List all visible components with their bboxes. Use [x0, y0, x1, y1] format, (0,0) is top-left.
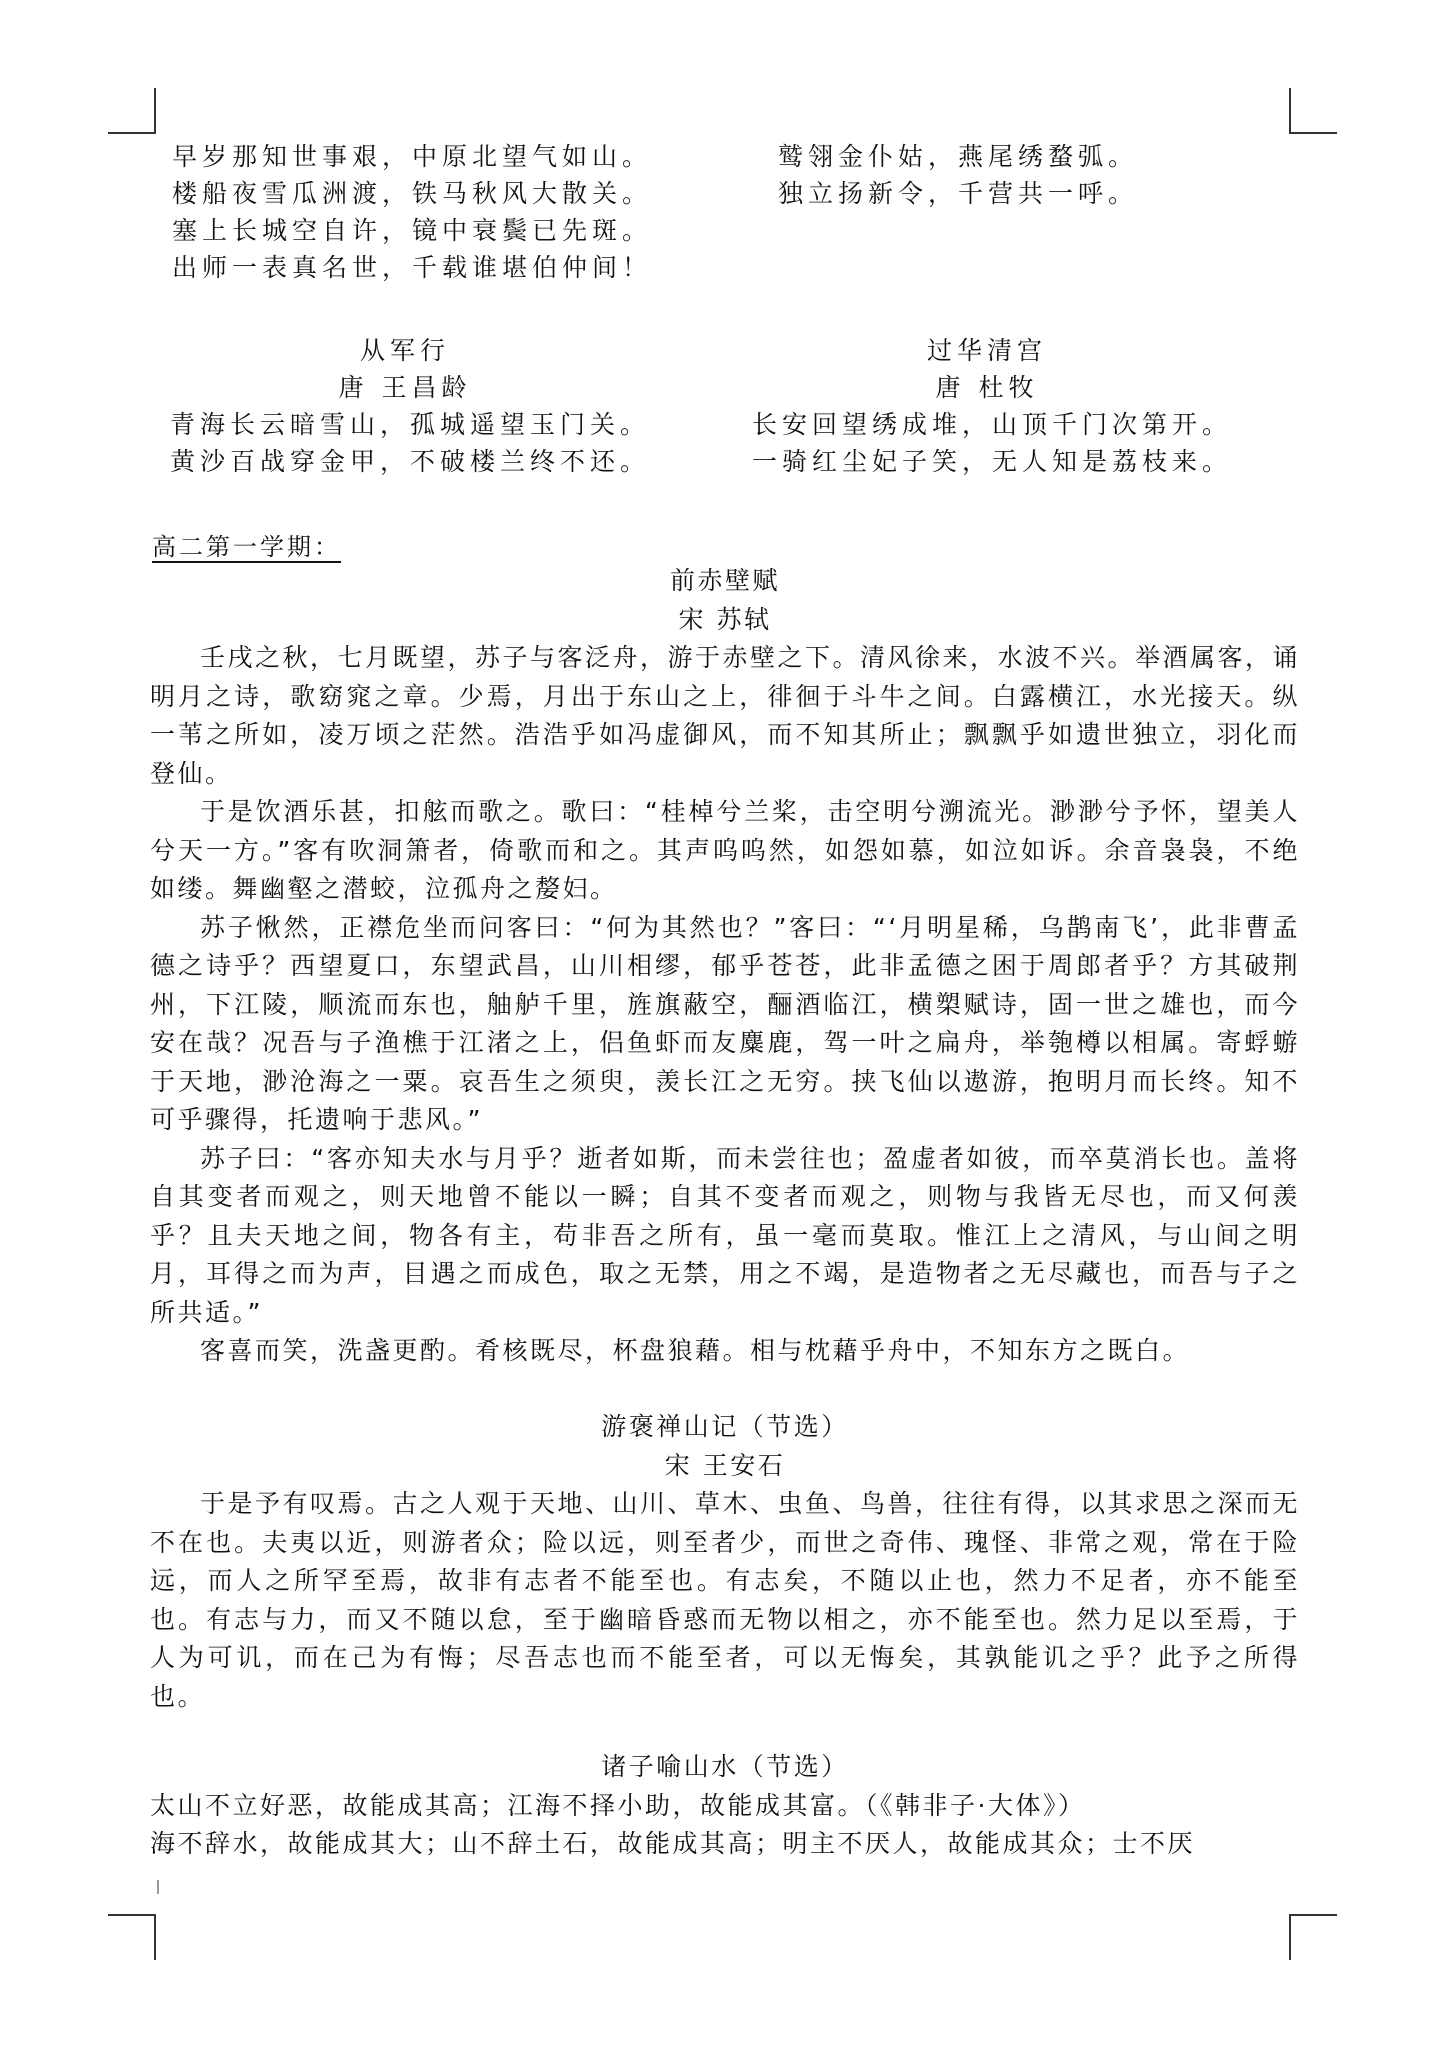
poem-author: 唐 杜牧	[935, 373, 1039, 402]
poem-line: 长安回望绣成堆，山顶千门次第开。	[752, 410, 1233, 439]
poem-title: 过华清宫	[926, 336, 1047, 365]
crop-mark-top-left-horizontal	[108, 132, 155, 134]
essay-paragraph: 苏子愀然，正襟危坐而问客曰：“何为其然也？”客曰：“‘月明星稀，乌鹊南飞’，此非曹孟德之诗乎？西望夏口，东望武昌，山川相缪，郁乎苍苍，此非孟德之困于周郎者乎？方其破荆州，下江陵，顺流而东也，舳舻千里，旌旗蔽空，酾酒临江，横槊赋诗，固一世之雄也，而今安在哉？况吾与子渔樵于江渚之上，侣鱼虾而友麋鹿，驾一叶之扁舟，举匏樽以相属。寄蜉蝣于天地，渺沧海之一粟。哀吾生之须臾，羡长江之无穷。挟飞仙以遨游，抱明月而长终。知不可乎骤得，托遗响于悲风。”	[150, 912, 1300, 1134]
poem-congjunxing	[170, 332, 651, 480]
essay-title: 诸子喻山水（节选）	[601, 1752, 849, 1781]
crop-mark-bottom-right-vertical	[1289, 1914, 1291, 1960]
crop-mark-bottom-left-vertical	[154, 1914, 156, 1960]
crop-mark-top-right-vertical	[1289, 88, 1291, 134]
page-margin-mark	[157, 1880, 159, 1894]
crop-mark-bottom-left-horizontal	[108, 1914, 155, 1916]
crop-mark-top-right-horizontal	[1290, 132, 1337, 134]
essay-youbaochanshanji	[150, 1408, 1300, 1716]
essay-title: 前赤壁赋	[669, 566, 780, 595]
essay-paragraph: 于是予有叹焉。古之人观于天地、山川、草木、虫鱼、鸟兽，往往有得，以其求思之深而无不在也。夫夷以近，则游者众；险以远，则至者少，而世之奇伟、瑰怪、非常之观，常在于险远，而人之所罕至焉，故非有志者不能至也。有志矣，不随以止也，然力不足者，亦不能至也。有志与力，而又不随以怠，至于幽暗昏惑而无物以相之，亦不能至也。然力足以至焉，于人为可讥，而在己为有悔；尽吾志也而不能至者，可以无悔矣，其孰能讥之乎？此予之所得也。	[150, 1489, 1301, 1711]
poem-line: 塞上长城空自许，镜中衰鬓已先斑。	[172, 216, 653, 245]
essay-qianchibifu	[150, 562, 1300, 1371]
poem-continuation-right	[778, 138, 1138, 212]
poem-line: 早岁那知世事艰，中原北望气如山。	[172, 142, 653, 171]
essay-paragraph: 于是饮酒乐甚，扣舷而歌之。歌曰：“桂棹兮兰桨，击空明兮溯流光。渺渺兮予怀，望美人兮天一方。”客有吹洞箫者，倚歌而和之。其声呜呜然，如怨如慕，如泣如诉。余音袅袅，不绝如缕。舞幽壑之潜蛟，泣孤舟之嫠妇。	[150, 797, 1300, 903]
poem-line: 楼船夜雪瓜洲渡，铁马秋风大散关。	[172, 179, 653, 208]
section-label: 高二第一学期：	[152, 533, 341, 561]
poem-guohuaqinggong	[752, 332, 1233, 480]
poem-line: 黄沙百战穿金甲，不破楼兰终不还。	[170, 447, 651, 476]
crop-mark-top-left-vertical	[154, 88, 156, 134]
crop-mark-bottom-right-horizontal	[1290, 1914, 1337, 1916]
poem-line: 鹫翎金仆姑，燕尾绣蝥弧。	[778, 142, 1139, 171]
poem-title: 从军行	[359, 336, 450, 365]
essay-zhuziyushanshui	[150, 1748, 1300, 1864]
essay-paragraph: 客喜而笑，洗盏更酌。肴核既尽，杯盘狼藉。相与枕藉乎舟中，不知东方之既白。	[200, 1336, 1191, 1365]
essay-author: 宋 苏轼	[678, 604, 772, 634]
poem-line: 独立扬新令，千营共一呼。	[778, 179, 1139, 208]
poem-line: 出师一表真名世，千载谁堪伯仲间！	[172, 253, 653, 282]
essay-line: 海不辞水，故能成其大；山不辞土石，故能成其高；明主不厌人，故能成其众；士不厌	[150, 1829, 1196, 1858]
essay-line: 太山不立好恶，故能成其高；江海不择小助，故能成其富。（《韩非子·大体》）	[150, 1790, 1086, 1820]
essay-author: 宋 王安石	[664, 1450, 786, 1480]
poem-line: 一骑红尘妃子笑，无人知是荔枝来。	[752, 447, 1233, 476]
poem-author: 唐 王昌龄	[338, 373, 472, 402]
poem-continuation-left	[172, 138, 652, 286]
essay-title: 游褒禅山记（节选）	[601, 1412, 849, 1441]
poem-line: 青海长云暗雪山，孤城遥望玉门关。	[170, 410, 651, 439]
essay-paragraph: 壬戌之秋，七月既望，苏子与客泛舟，游于赤壁之下。清风徐来，水波不兴。举酒属客，诵明月之诗，歌窈窕之章。少焉，月出于东山之上，徘徊于斗牛之间。白露横江，水光接天。纵一苇之所如，凌万顷之茫然。浩浩乎如冯虚御风，而不知其所止；飘飘乎如遗世独立，羽化而登仙。	[150, 643, 1301, 788]
essay-paragraph: 苏子曰：“客亦知夫水与月乎？逝者如斯，而未尝往也；盈虚者如彼，而卒莫消长也。盖将自其变者而观之，则天地曾不能以一瞬；自其不变者而观之，则物与我皆无尽也，而又何羡乎？且夫天地之间，物各有主，苟非吾之所有，虽一毫而莫取。惟江上之清风，与山间之明月，耳得之而为声，目遇之而成色，取之无禁，用之不竭，是造物者之无尽藏也，而吾与子之所共适。”	[150, 1143, 1300, 1327]
